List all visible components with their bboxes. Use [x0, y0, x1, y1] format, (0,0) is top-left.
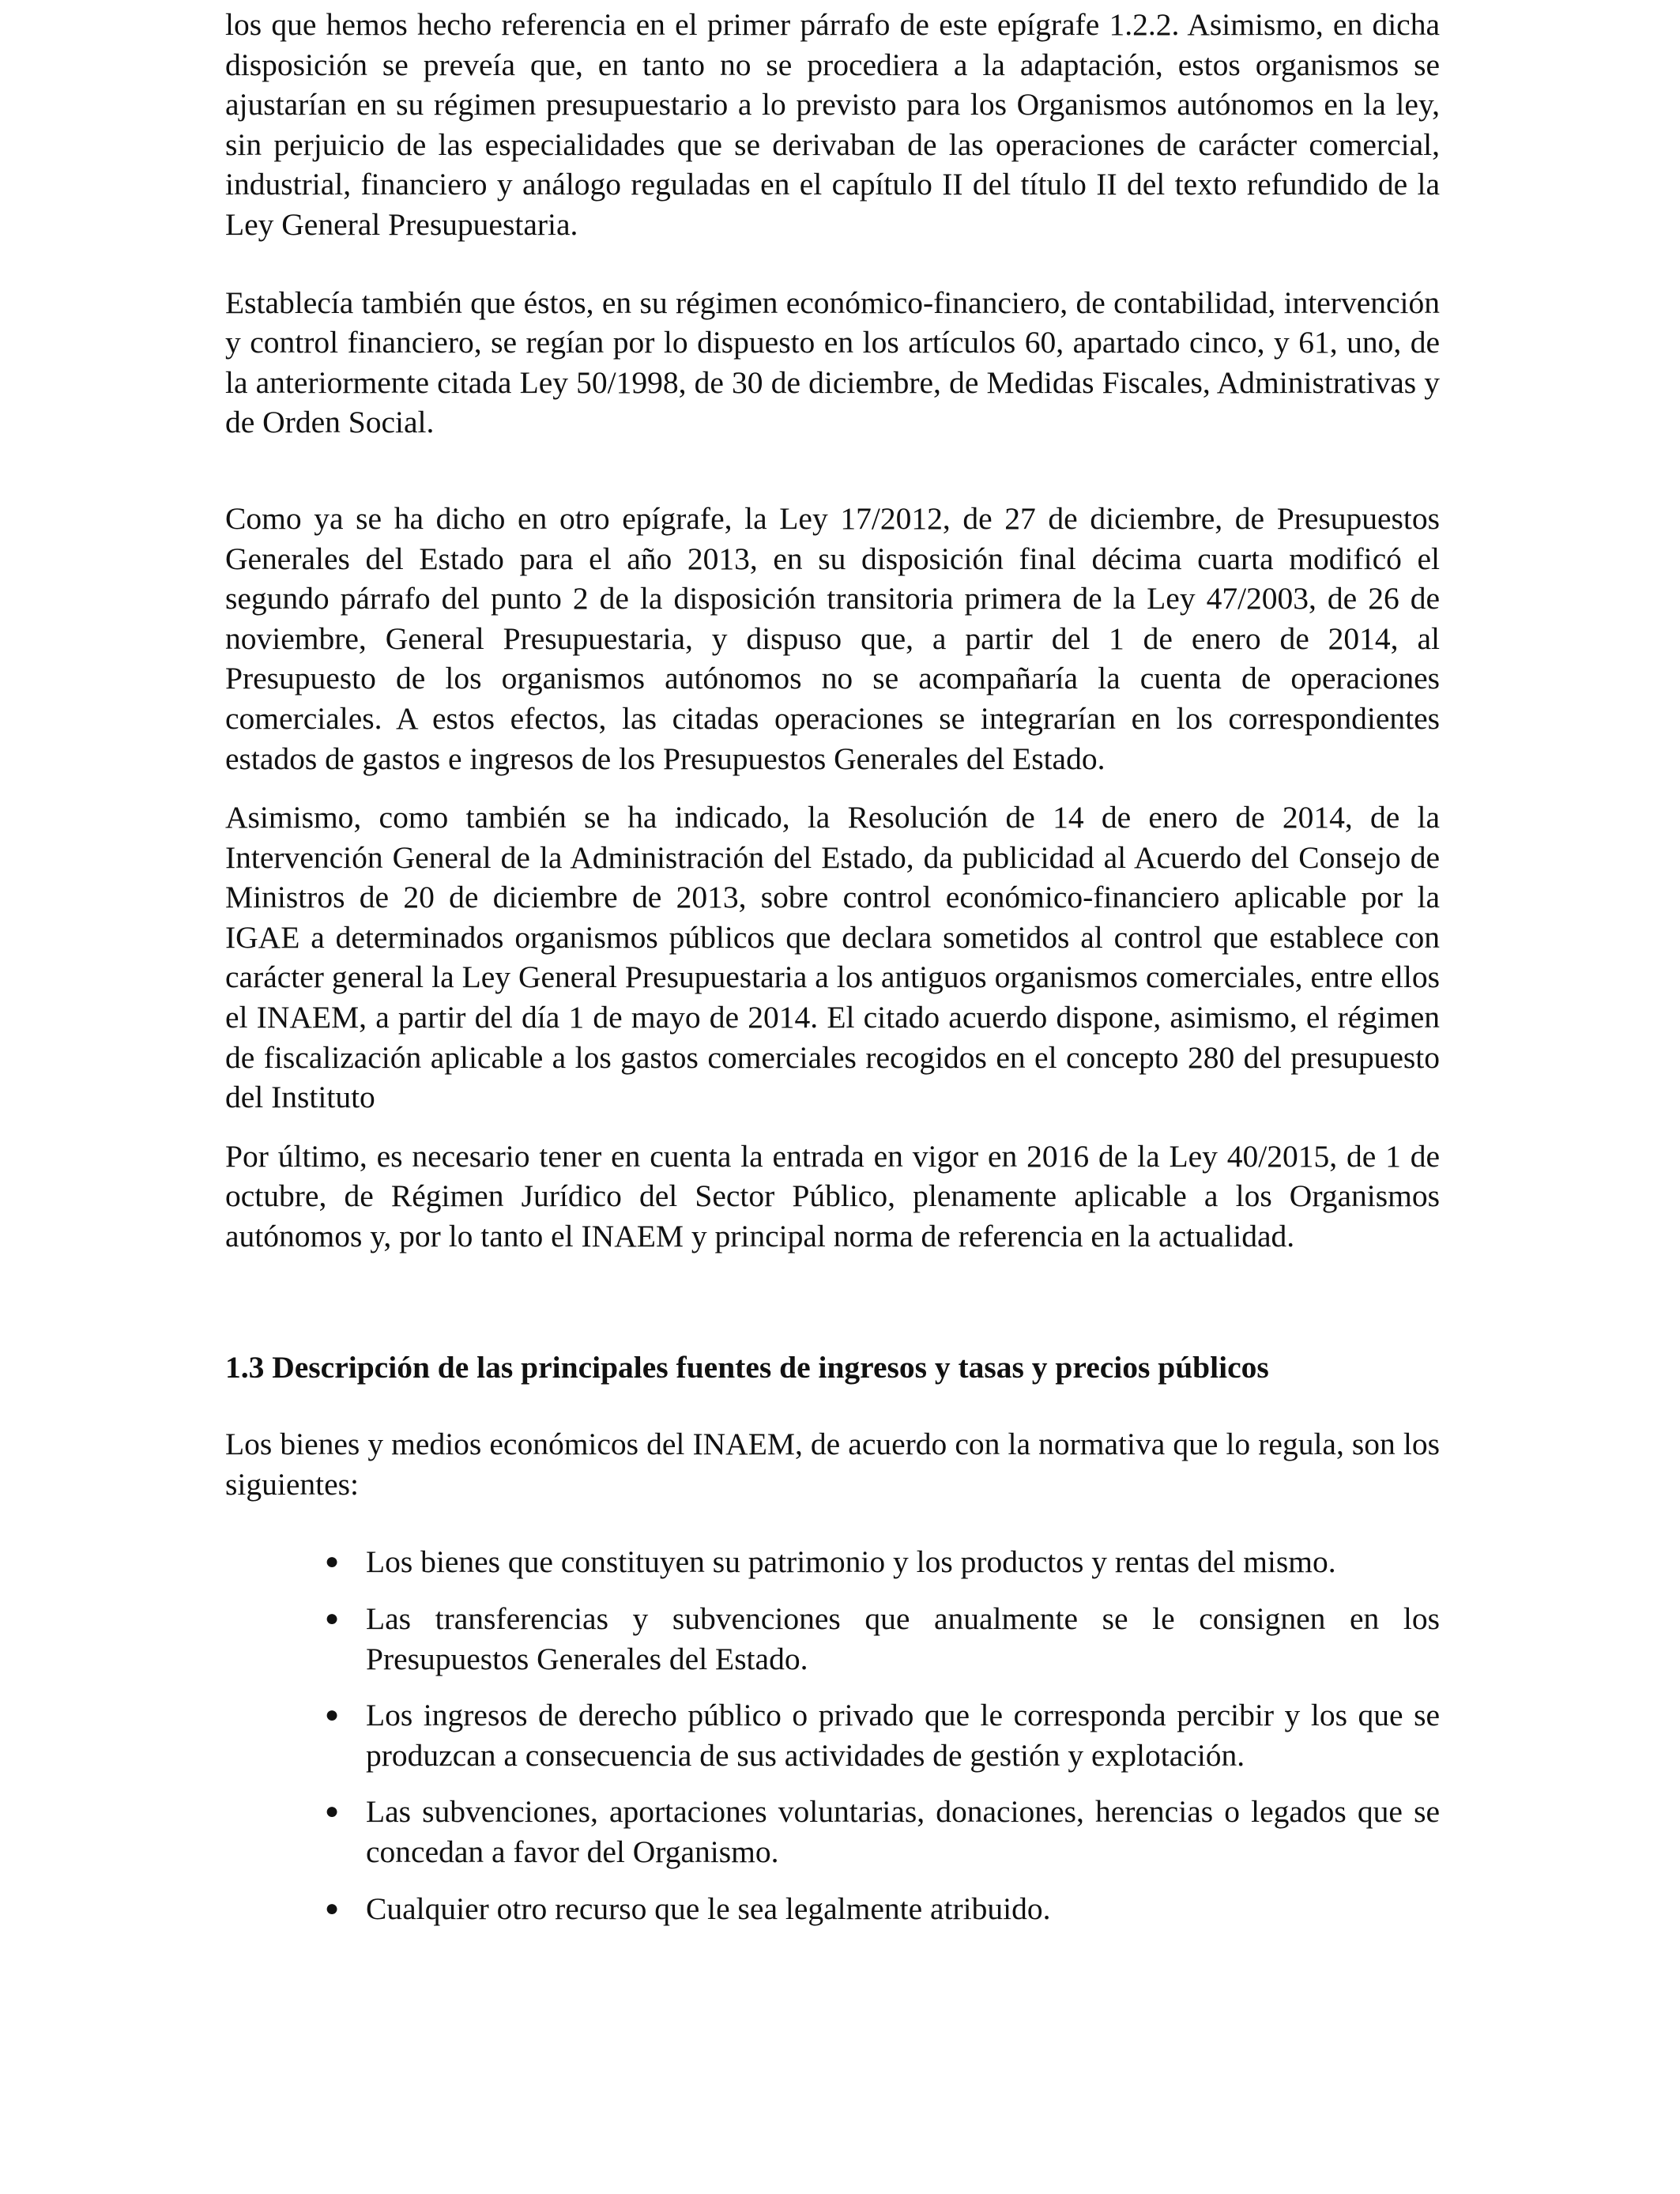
list-item-text: Las subvenciones, aportaciones voluntarias, donaciones, herencias o legados que se concedan a favor del Organismo. — [366, 1794, 1440, 1869]
bullet-icon: ● — [325, 1605, 340, 1631]
list-item-text: Las transferencias y subvenciones que anualmente se le consignen en los Presupuestos Generales del Estado. — [366, 1601, 1440, 1676]
bullet-icon: ● — [325, 1702, 340, 1728]
section-intro: Los bienes y medios económicos del INAEM, de acuerdo con la normativa que lo regula, son los siguientes: — [225, 1427, 1440, 1502]
bullet-list — [225, 1542, 1440, 1928]
paragraph: Por último, es necesario tener en cuenta la entrada en vigor en 2016 de la Ley 40/2015, de 1 de octubre, de Régimen Jurídico del Sector Público, plenamente aplicable a los Organismos autónomos y, por lo tanto el INAEM y principal norma de referencia en la actualidad. — [225, 1138, 1440, 1254]
list-item — [325, 1542, 1440, 1582]
list-item-text: Cualquier otro recurso que le sea legalmente atribuido. — [366, 1891, 1051, 1926]
document-page — [225, 5, 1440, 1928]
section-heading: 1.3 Descripción de las principales fuentes de ingresos y tasas y precios públicos — [225, 1349, 1269, 1385]
paragraph: Establecía también que éstos, en su régimen económico-financiero, de contabilidad, intervención y control financiero, se regían por lo dispuesto en los artículos 60, apartado cinco, y 61, uno, de la anteriormente citada Ley 50/1998, de 30 de diciembre, de Medidas Fiscales, Administrativas y de Orden Social. — [225, 285, 1440, 440]
list-item-text: Los bienes que constituyen su patrimonio y los productos y rentas del mismo. — [366, 1544, 1336, 1580]
bullet-icon: ● — [325, 1548, 340, 1575]
paragraph: Asimismo, como también se ha indicado, la Resolución de 14 de enero de 2014, de la Intervención General de la Administración del Estado, da publicidad al Acuerdo del Consejo de Ministros de 20 de diciembre de 2013, sobre control económico-financiero aplicable por la IGAE a determinados organismos públicos que declara sometidos al control que establece con carácter general la Ley General Presupuestaria a los antiguos organismos comerciales, entre ellos el INAEM, a partir del día 1 de mayo de 2014. El citado acuerdo dispone, asimismo, el régimen de fiscalización aplicable a los gastos comerciales recogidos en el concepto 280 del presupuesto del Instituto — [225, 800, 1440, 1115]
list-item — [325, 1889, 1440, 1929]
list-item — [325, 1792, 1440, 1872]
paragraph: Como ya se ha dicho en otro epígrafe, la Ley 17/2012, de 27 de diciembre, de Presupuestos Generales del Estado para el año 2013, en su disposición final décima cuarta modificó el segundo párrafo del punto 2 de la disposición transitoria primera de la Ley 47/2003, de 26 de noviembre, General Presupuestaria, y dispuso que, a partir del 1 de enero de 2014, al Presupuesto de los organismos autónomos no se acompañaría la cuenta de operaciones comerciales. A estos efectos, las citadas operaciones se integrarían en los correspondientes estados de gastos e ingresos de los Presupuestos Generales del Estado. — [225, 500, 1440, 776]
bullet-icon: ● — [325, 1894, 340, 1921]
list-item — [325, 1599, 1440, 1679]
paragraph: los que hemos hecho referencia en el primer párrafo de este epígrafe 1.2.2. Asimismo, en dicha disposición se preveía que, en tanto no se procediera a la adaptación, estos organismos se ajustarían en su régimen presupuestario a lo previsto para los Organismos autónomos en la ley, sin perjuicio de las especialidades que se derivaban de las operaciones de carácter comercial, industrial, financiero y análogo reguladas en el capítulo II del título II del texto refundido de la Ley General Presupuestaria. — [225, 7, 1440, 242]
bullet-icon: ● — [325, 1798, 340, 1825]
list-item — [325, 1695, 1440, 1775]
list-item-text: Los ingresos de derecho público o privado que le corresponda percibir y los que se produzcan a consecuencia de sus actividades de gestión y explotación. — [366, 1698, 1440, 1773]
